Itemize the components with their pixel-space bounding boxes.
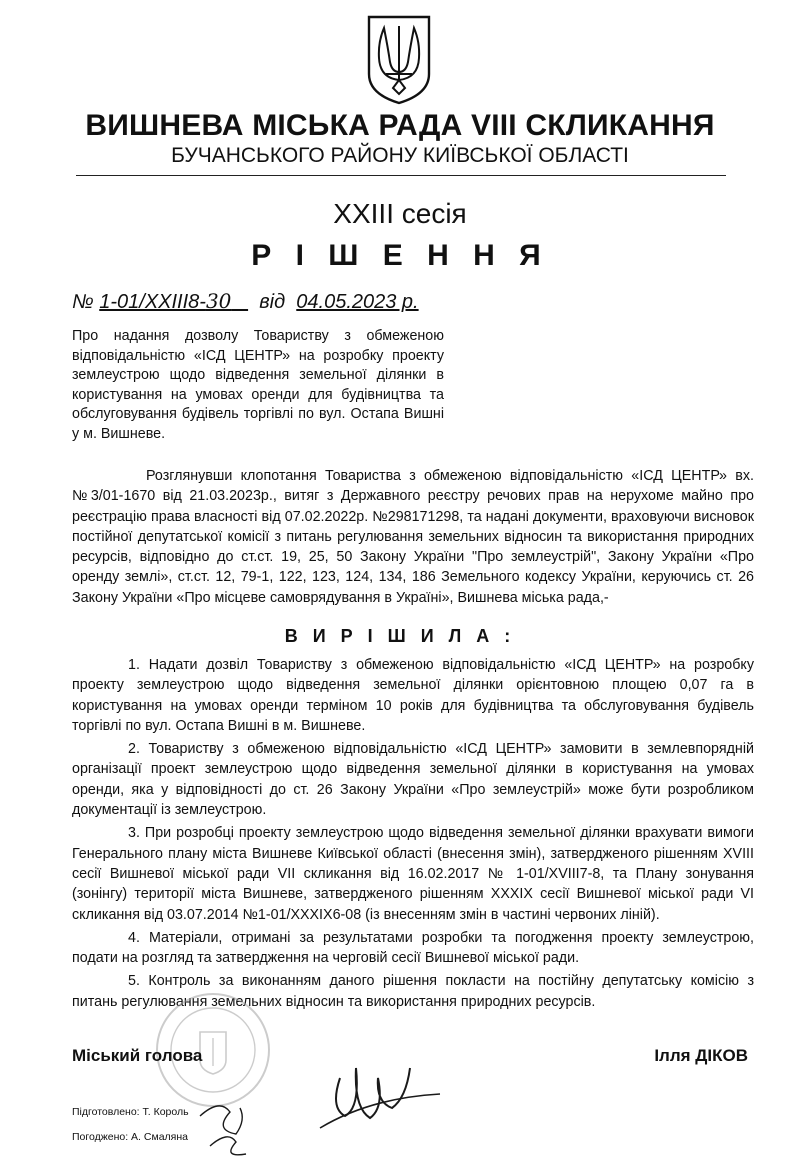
resolution-item: 4. Матеріали, отримані за результатами розробки та погодження проекту землеустрою, подати на розгляд та затвердження на черговій сесії Вишневої міської ради. bbox=[72, 929, 754, 967]
signature-icon bbox=[170, 1038, 470, 1168]
document-number-line bbox=[72, 288, 419, 315]
prepared-by: Підготовлено: Т. Король bbox=[72, 1106, 189, 1118]
resolution-item: 5. Контроль за виконанням даного рішення покласти на постійну депутатську комісію з питань регулювання земельних відносин та використання природних ресурсів. bbox=[72, 973, 754, 1010]
agreed-by: Погоджено: А. Смаляна bbox=[72, 1131, 188, 1143]
handwritten-number: 30 bbox=[205, 289, 232, 313]
mayor-label: Міський голова bbox=[72, 1046, 203, 1065]
resolution-item: 2. Товариству з обмеженою відповідальністю «ІСД ЦЕНТР» замовити в землевпорядній організації проект землеустрою щодо відведення земельної ділянки в користування на умовах оренди, яка у відповідності до ст. 26 Закону України «Про землеустрій» може бути розробликом документації із землеустрою. bbox=[72, 741, 754, 819]
coat-of-arms-icon bbox=[366, 14, 432, 106]
document-number bbox=[99, 291, 248, 313]
number-base: 1-01/XXIII8- bbox=[99, 291, 206, 313]
council-title: ВИШНЕВА МІСЬКА РАДА VIII СКЛИКАННЯ bbox=[85, 109, 715, 142]
resolved-heading: В И Р І Ш И Л А : bbox=[284, 626, 516, 646]
mayor-name: Ілля ДІКОВ bbox=[654, 1046, 748, 1065]
resolution-items bbox=[72, 655, 754, 1015]
header-divider bbox=[76, 175, 726, 176]
document-date: 04.05.2023 р. bbox=[296, 291, 419, 313]
number-prefix: № bbox=[72, 291, 94, 313]
date-prefix: від bbox=[259, 291, 286, 313]
session-label: XXIII сесія bbox=[333, 198, 467, 229]
decision-subject: Про надання дозволу Товариству з обмеженою відповідальністю «ІСД ЦЕНТР» на розробку проекту землеустрою щодо відведення земельної ділянки в користування на умовах оренди для будівництва та обслуговування будівель торгівлі по вул. Остапа Вишні у м. Вишневе. bbox=[72, 328, 444, 442]
preamble-paragraph: Розглянувши клопотання Товариства з обмеженою відповідальністю «ІСД ЦЕНТР» вх.№3/01-1670 від 21.03.2023р., витяг з Державного реєстру речових прав на нерухоме майно про реєстрацію права власності від 07.02.2022р. №298171298, та надані документи, враховуючи висновок постійної депутатської комісії з питань регулювання земельних відносин та використання природних ресурсів, відповідно до ст.ст. 19, 25, 50 Закону України "Про землеустрій", Закону України «Про оренду землі», ст.ст. 12, 79-1, 122, 123, 124, 134, 186 Земельного кодексу України, керуючись ст. 26 Закону України «Про місцеве самоврядування в Україні», Вишнева міська рада,- bbox=[72, 468, 754, 606]
resolution-item: 3. При розробці проекту землеустрою щодо відведення земельної ділянки врахувати вимоги Генерального плану міста Вишневе Київської області (внесення змін), затвердженого рішенням XVIII сесії Вишневої міської ради VII скликання від 16.02.2017 № 1-01/XVIII7-8, та Плану зонування (зонінгу) території міста Вишневе, затвердженого рішенням XXXIX сесії Вишневої міської ради VI скликання від 03.07.2014 №1-01/XXXIX6-08 (із внесенням змін в частині червоних ліній). bbox=[72, 825, 754, 923]
district-subtitle: БУЧАНСЬКОГО РАЙОНУ КИЇВСЬКОЇ ОБЛАСТІ bbox=[171, 144, 629, 167]
decision-title: Р І Ш Е Н Н Я bbox=[251, 239, 549, 272]
resolution-item: 1. Надати дозвіл Товариству з обмеженою відповідальністю «ІСД ЦЕНТР» на розробку проекту землеустрою щодо відведення земельної ділянки орієнтовною площею 0,07 га в користування на умовах оренди терміном 10 років для будівництва та обслуговування будівель торгівлі по вул. Остапа Вишні в м. Вишневе. bbox=[72, 657, 754, 734]
